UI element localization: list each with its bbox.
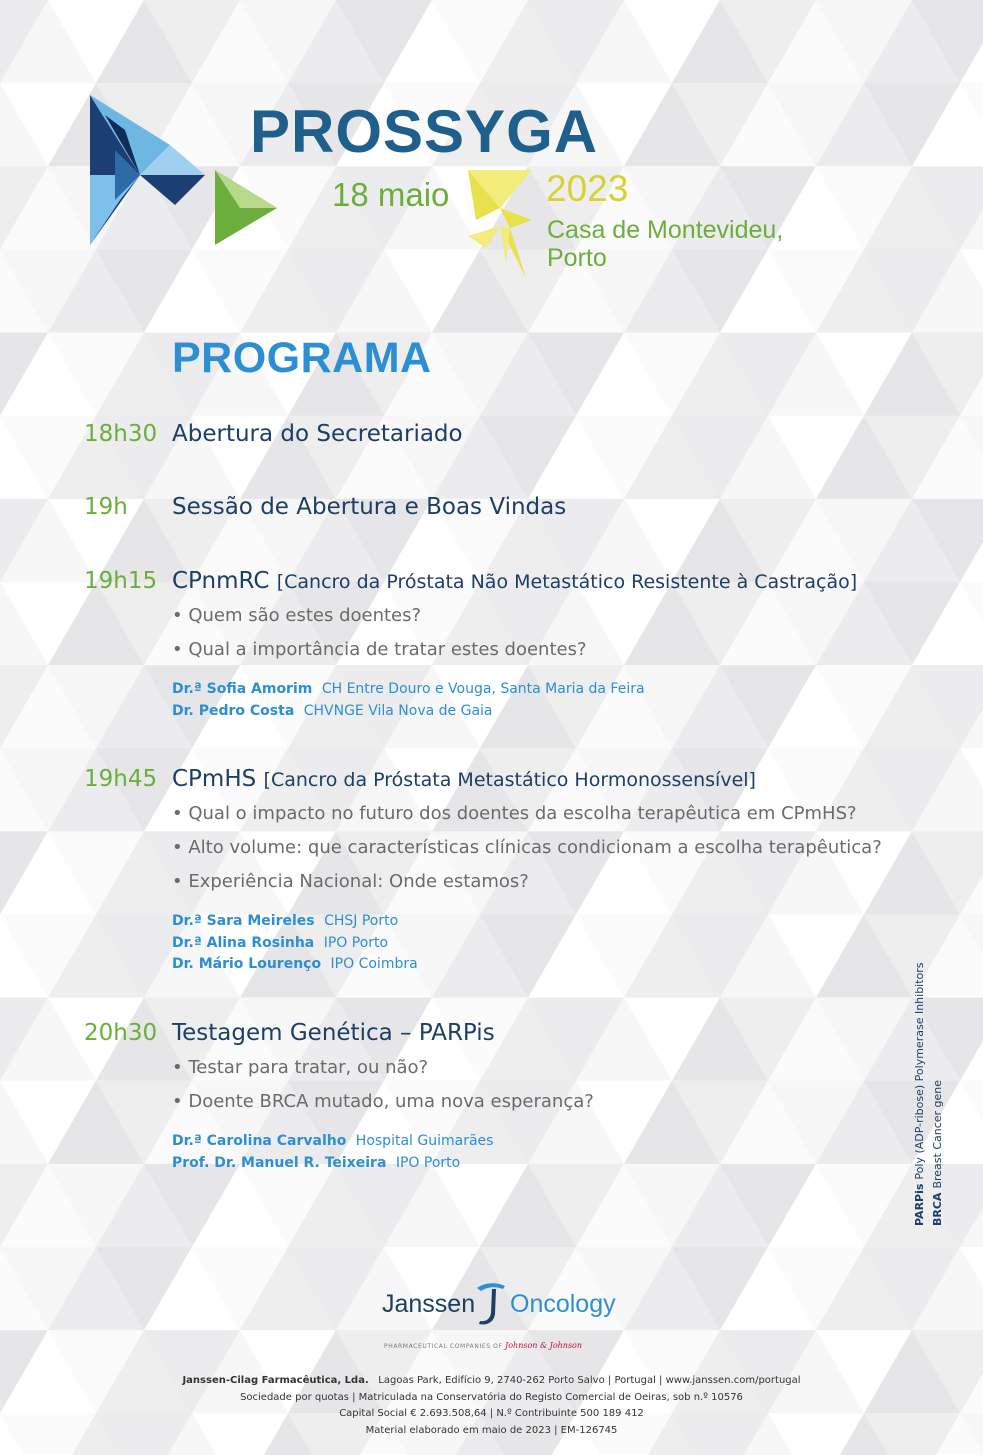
agenda-title <box>172 766 756 792</box>
speaker-list <box>172 680 645 723</box>
speaker-name: Dr.ª Sara Meireles <box>172 913 315 929</box>
speaker-name: Dr. Mário Lourenço <box>172 956 322 972</box>
abbreviation-definition: Poly (ADP-ribose) Polymerase Inhibitors <box>913 962 926 1180</box>
janssen-wordmark: Janssen <box>382 1290 476 1318</box>
agenda-title <box>172 568 857 594</box>
speaker-name: Dr.ª Carolina Carvalho <box>172 1133 347 1149</box>
agenda-bullets <box>172 1056 594 1124</box>
abbreviation-term: PARPis <box>913 1183 926 1226</box>
janssen-j-logo-icon <box>473 1280 507 1328</box>
speaker-institution: IPO Porto <box>395 1154 461 1171</box>
johnson-johnson-logo: Johnson & Johnson <box>505 1341 583 1350</box>
footer-line-4: Material elaborado em maio de 2023 | EM-126745 <box>365 1424 618 1436</box>
speaker-name: Prof. Dr. Manuel R. Teixeira <box>172 1154 387 1171</box>
speaker-institution: IPO Porto <box>323 934 389 951</box>
pharma-tagline <box>384 1341 582 1350</box>
speaker <box>172 1154 493 1176</box>
agenda-title: Sessão de Abertura e Boas Vindas <box>172 494 567 520</box>
pharma-tagline-text: PHARMACEUTICAL COMPANIES OF <box>384 1343 503 1350</box>
footer-line-2: Sociedade por quotas | Matriculada na Conservatória do Registo Comercial de Oeiras, sob n.º 10576 <box>240 1391 743 1403</box>
agenda-bullet: • Qual a importância de tratar estes doentes? <box>172 639 587 660</box>
event-venue <box>547 216 783 272</box>
speaker-name: Dr.ª Alina Rosinha <box>172 934 315 951</box>
abbreviation-brca <box>931 946 944 1226</box>
speaker-institution: Hospital Guimarães <box>355 1133 494 1149</box>
agenda-title-main: CPmHS <box>172 766 257 792</box>
agenda-title-subtitle: [Cancro da Próstata Metastático Hormonossensível] <box>263 769 756 791</box>
agenda-time: 19h <box>84 494 128 520</box>
agenda-bullet: • Quem são estes doentes? <box>172 605 422 626</box>
footer-company: Janssen-Cilag Farmacêutica, Lda. <box>182 1375 369 1386</box>
agenda-bullet: • Alto volume: que características clínicas condicionam a escolha terapêutica? <box>172 837 882 858</box>
footer-address: Lagoas Park, Edifício 9, 2740-262 Porto Salvo | Portugal | www.janssen.com/portugal <box>378 1375 801 1386</box>
agenda-bullet: • Testar para tratar, ou não? <box>172 1057 429 1078</box>
speaker-institution: CH Entre Douro e Vouga, Santa Maria da Feira <box>321 681 645 697</box>
speaker-name: Dr. Pedro Costa <box>172 702 295 719</box>
abbreviation-definition: Breast Cancer gene <box>931 1079 944 1189</box>
event-date: 18 maio <box>332 176 450 213</box>
agenda-title: Abertura do Secretariado <box>172 421 463 447</box>
agenda-bullets <box>172 604 587 672</box>
agenda-time: 18h30 <box>84 421 158 447</box>
speaker <box>172 934 418 956</box>
agenda-bullet: • Qual o impacto no futuro dos doentes da escolha terapêutica em CPmHS? <box>172 803 857 824</box>
agenda-title-subtitle: [Cancro da Próstata Não Metastático Resistente à Castração] <box>276 571 858 593</box>
agenda-bullet: • Experiência Nacional: Onde estamos? <box>172 871 529 892</box>
agenda-time: 20h30 <box>84 1020 158 1046</box>
star-decoration-icon <box>466 168 534 280</box>
agenda-title: Testagem Genética – PARPis <box>172 1020 495 1046</box>
speaker-institution: CHSJ Porto <box>324 913 399 929</box>
speaker <box>172 680 645 702</box>
speaker-institution: IPO Coimbra <box>330 956 418 972</box>
speaker-list <box>172 912 418 977</box>
speaker-name: Dr.ª Sofia Amorim <box>172 681 313 697</box>
abbreviation-term: BRCA <box>931 1192 944 1226</box>
speaker <box>172 1132 493 1154</box>
venue-line-2: Porto <box>547 244 607 272</box>
program-title: PROGRAMA <box>172 334 432 382</box>
speaker <box>172 912 418 934</box>
speaker <box>172 955 418 977</box>
footer-line-3: Capital Social € 2.693.508,64 | N.º Contribuinte 500 189 412 <box>339 1408 644 1419</box>
agenda-time: 19h15 <box>84 568 158 594</box>
agenda-title-main: CPnmRC <box>172 568 270 594</box>
footer-legal <box>0 1373 983 1439</box>
footer-line-1 <box>0 1373 983 1390</box>
abbreviation-parpis <box>913 946 926 1226</box>
oncology-wordmark: Oncology <box>510 1290 616 1318</box>
speaker-list <box>172 1132 493 1175</box>
agenda-bullet: • Doente BRCA mutado, uma nova esperança? <box>172 1091 594 1112</box>
venue-line-1: Casa de Montevideu, <box>547 216 784 244</box>
speaker <box>172 702 645 724</box>
agenda-bullets <box>172 802 882 904</box>
agenda-time: 19h45 <box>84 766 158 792</box>
speaker-institution: CHVNGE Vila Nova de Gaia <box>303 702 493 719</box>
event-name: PROSSYGA <box>250 98 599 165</box>
event-year: 2023 <box>546 168 629 209</box>
